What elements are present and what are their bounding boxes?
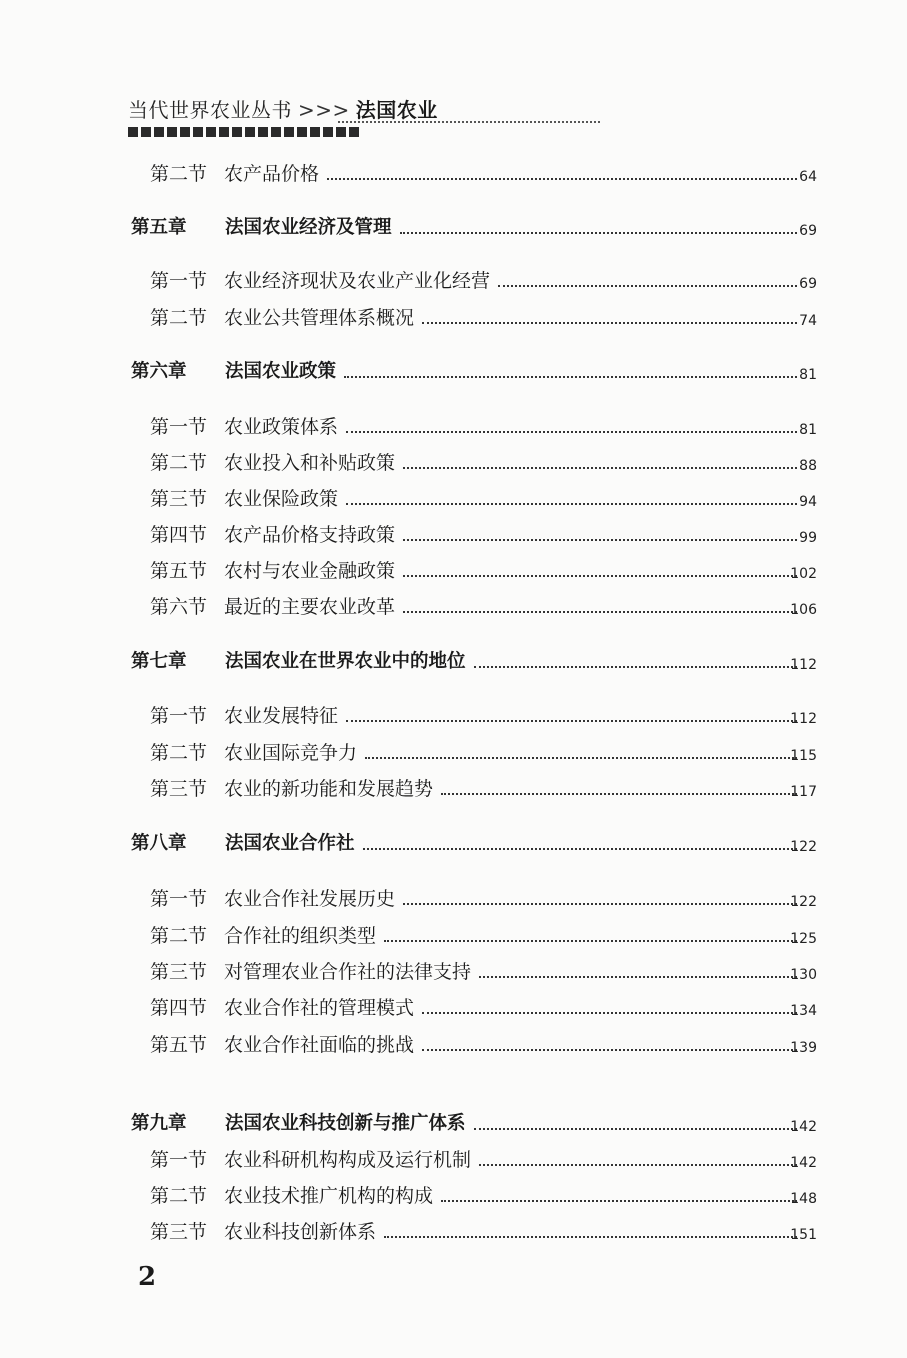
section-number: 第二节 (150, 742, 208, 764)
leader-dots (365, 757, 797, 759)
toc-section-entry (0, 554, 907, 584)
toc-section-entry (0, 1028, 907, 1058)
toc-label (150, 488, 344, 510)
section-title: 农业国际竞争力 (224, 742, 358, 764)
page-ref: 134 (790, 1003, 817, 1019)
page-ref: 99 (799, 530, 817, 546)
section-title: 农业合作社面临的挑战 (224, 1034, 415, 1056)
toc-section-entry (0, 955, 907, 985)
chapter-title: 法国农业经济及管理 (225, 217, 392, 238)
toc-label (150, 961, 477, 983)
section-number: 第一节 (150, 888, 208, 910)
toc-section-entry (0, 1215, 907, 1245)
page-ref: 142 (790, 1119, 817, 1135)
toc-label (131, 651, 472, 673)
header-dotted-rule (338, 121, 600, 123)
toc-label (150, 997, 420, 1019)
page-ref: 112 (790, 657, 817, 673)
section-title: 对管理农业合作社的法律支持 (224, 961, 472, 983)
toc-label (150, 596, 401, 618)
section-number: 第四节 (150, 997, 208, 1019)
section-number: 第二节 (150, 1185, 208, 1207)
page-ref: 81 (799, 422, 817, 438)
page-ref: 151 (790, 1227, 817, 1243)
section-title: 农业科技创新体系 (224, 1221, 377, 1243)
toc-section-entry (0, 264, 907, 294)
toc-chapter-entry (0, 645, 907, 675)
page-ref: 94 (799, 494, 817, 510)
page-ref: 74 (799, 313, 817, 329)
page-ref: 115 (790, 748, 817, 764)
leader-dots (327, 178, 797, 180)
section-title: 农业经济现状及农业产业化经营 (224, 270, 491, 292)
toc-label (150, 524, 401, 546)
chapter-number: 第六章 (131, 361, 187, 382)
toc-label (150, 1185, 439, 1207)
chapter-number: 第八章 (131, 833, 187, 854)
page-ref: 139 (790, 1040, 817, 1056)
section-title: 农村与农业金融政策 (224, 560, 396, 582)
section-number: 第二节 (150, 163, 208, 185)
toc-section-entry (0, 446, 907, 476)
book-title: 法国农业 (355, 98, 438, 122)
toc-label (150, 307, 420, 329)
leader-dots (403, 539, 797, 541)
section-title: 农业公共管理体系概况 (224, 307, 415, 329)
leader-dots (363, 848, 797, 850)
toc-label (150, 1149, 477, 1171)
toc-section-entry (0, 590, 907, 620)
section-number: 第二节 (150, 925, 208, 947)
toc-section-entry (0, 991, 907, 1021)
page-ref: 130 (790, 967, 817, 983)
series-name: 当代世界农业丛书 (128, 98, 292, 122)
section-title: 农业政策体系 (224, 416, 339, 438)
section-title: 农业投入和补贴政策 (224, 452, 396, 474)
toc-chapter-entry (0, 827, 907, 857)
toc-label (150, 742, 363, 764)
toc-label (150, 778, 439, 800)
section-title: 农产品价格 (224, 163, 320, 185)
section-number: 第五节 (150, 1034, 208, 1056)
section-title: 农业的新功能和发展趋势 (224, 778, 434, 800)
chapter-number: 第五章 (131, 217, 187, 238)
section-number: 第二节 (150, 307, 208, 329)
toc-section-entry (0, 772, 907, 802)
leader-dots (422, 322, 797, 324)
toc-section-entry (0, 882, 907, 912)
toc-label (131, 1113, 472, 1135)
leader-dots (403, 467, 797, 469)
toc-label (150, 705, 344, 727)
page-ref: 102 (790, 566, 817, 582)
toc-label (150, 163, 325, 185)
toc-section-entry (0, 518, 907, 548)
chapter-title: 法国农业政策 (225, 361, 337, 382)
toc-section-entry (0, 410, 907, 440)
toc-section-entry (0, 301, 907, 331)
section-number: 第五节 (150, 560, 208, 582)
section-number: 第一节 (150, 1149, 208, 1171)
toc-label (150, 416, 344, 438)
toc-section-entry (0, 1179, 907, 1209)
page-ref: 88 (799, 458, 817, 474)
section-number: 第三节 (150, 778, 208, 800)
section-number: 第一节 (150, 705, 208, 727)
section-number: 第三节 (150, 961, 208, 983)
leader-dots (384, 1236, 797, 1238)
page-ref: 69 (799, 276, 817, 292)
section-title: 农业发展特征 (224, 705, 339, 727)
section-title: 农业合作社发展历史 (224, 888, 396, 910)
toc-chapter-entry (0, 1107, 907, 1137)
section-title: 农业技术推广机构的构成 (224, 1185, 434, 1207)
page-number: 2 (138, 1262, 157, 1292)
header-dash-bar (128, 127, 360, 137)
header-separator: >>> (298, 98, 350, 122)
leader-dots (474, 1128, 797, 1130)
section-number: 第六节 (150, 596, 208, 618)
section-number: 第一节 (150, 416, 208, 438)
toc-label (150, 925, 382, 947)
header-title (128, 94, 488, 123)
toc-label (150, 452, 401, 474)
page-ref: 106 (790, 602, 817, 618)
page-ref: 122 (790, 894, 817, 910)
section-title: 农产品价格支持政策 (224, 524, 396, 546)
toc-section-entry (0, 157, 907, 187)
toc-section-entry (0, 919, 907, 949)
toc-section-entry (0, 699, 907, 729)
toc-label (150, 560, 401, 582)
leader-dots (384, 940, 797, 942)
leader-dots (403, 575, 797, 577)
leader-dots (346, 503, 797, 505)
page-ref: 148 (790, 1191, 817, 1207)
page-ref: 125 (790, 931, 817, 947)
toc-label (131, 833, 361, 855)
section-number: 第二节 (150, 452, 208, 474)
page-ref: 64 (799, 169, 817, 185)
page-ref: 81 (799, 367, 817, 383)
section-number: 第三节 (150, 488, 208, 510)
leader-dots (498, 285, 797, 287)
toc-label (131, 361, 342, 383)
leader-dots (474, 666, 797, 668)
page-ref: 112 (790, 711, 817, 727)
toc-chapter-entry (0, 211, 907, 241)
leader-dots (479, 1164, 797, 1166)
toc-label (150, 1221, 382, 1243)
toc-label (150, 1034, 420, 1056)
leader-dots (403, 611, 797, 613)
section-number: 第一节 (150, 270, 208, 292)
page-ref: 142 (790, 1155, 817, 1171)
section-title: 农业合作社的管理模式 (224, 997, 415, 1019)
leader-dots (422, 1049, 797, 1051)
section-title: 农业科研机构构成及运行机制 (224, 1149, 472, 1171)
leader-dots (403, 903, 797, 905)
leader-dots (346, 431, 797, 433)
running-header (128, 94, 488, 123)
toc-label (150, 888, 401, 910)
toc-label (131, 217, 398, 239)
leader-dots (344, 376, 797, 378)
toc-section-entry (0, 1143, 907, 1173)
section-number: 第四节 (150, 524, 208, 546)
section-title: 农业保险政策 (224, 488, 339, 510)
chapter-title: 法国农业合作社 (225, 833, 355, 854)
chapter-number: 第七章 (131, 651, 187, 672)
toc-section-entry (0, 482, 907, 512)
leader-dots (346, 720, 797, 722)
page-ref: 117 (790, 784, 817, 800)
chapter-title: 法国农业在世界农业中的地位 (225, 651, 466, 672)
leader-dots (422, 1012, 797, 1014)
toc-label (150, 270, 496, 292)
section-title: 合作社的组织类型 (224, 925, 377, 947)
leader-dots (400, 232, 797, 234)
section-title: 最近的主要农业改革 (224, 596, 396, 618)
page-ref: 69 (799, 223, 817, 239)
leader-dots (479, 976, 797, 978)
section-number: 第三节 (150, 1221, 208, 1243)
chapter-title: 法国农业科技创新与推广体系 (225, 1113, 466, 1134)
chapter-number: 第九章 (131, 1113, 187, 1134)
toc-section-entry (0, 736, 907, 766)
toc-chapter-entry (0, 355, 907, 385)
page-ref: 122 (790, 839, 817, 855)
leader-dots (441, 1200, 797, 1202)
leader-dots (441, 793, 797, 795)
